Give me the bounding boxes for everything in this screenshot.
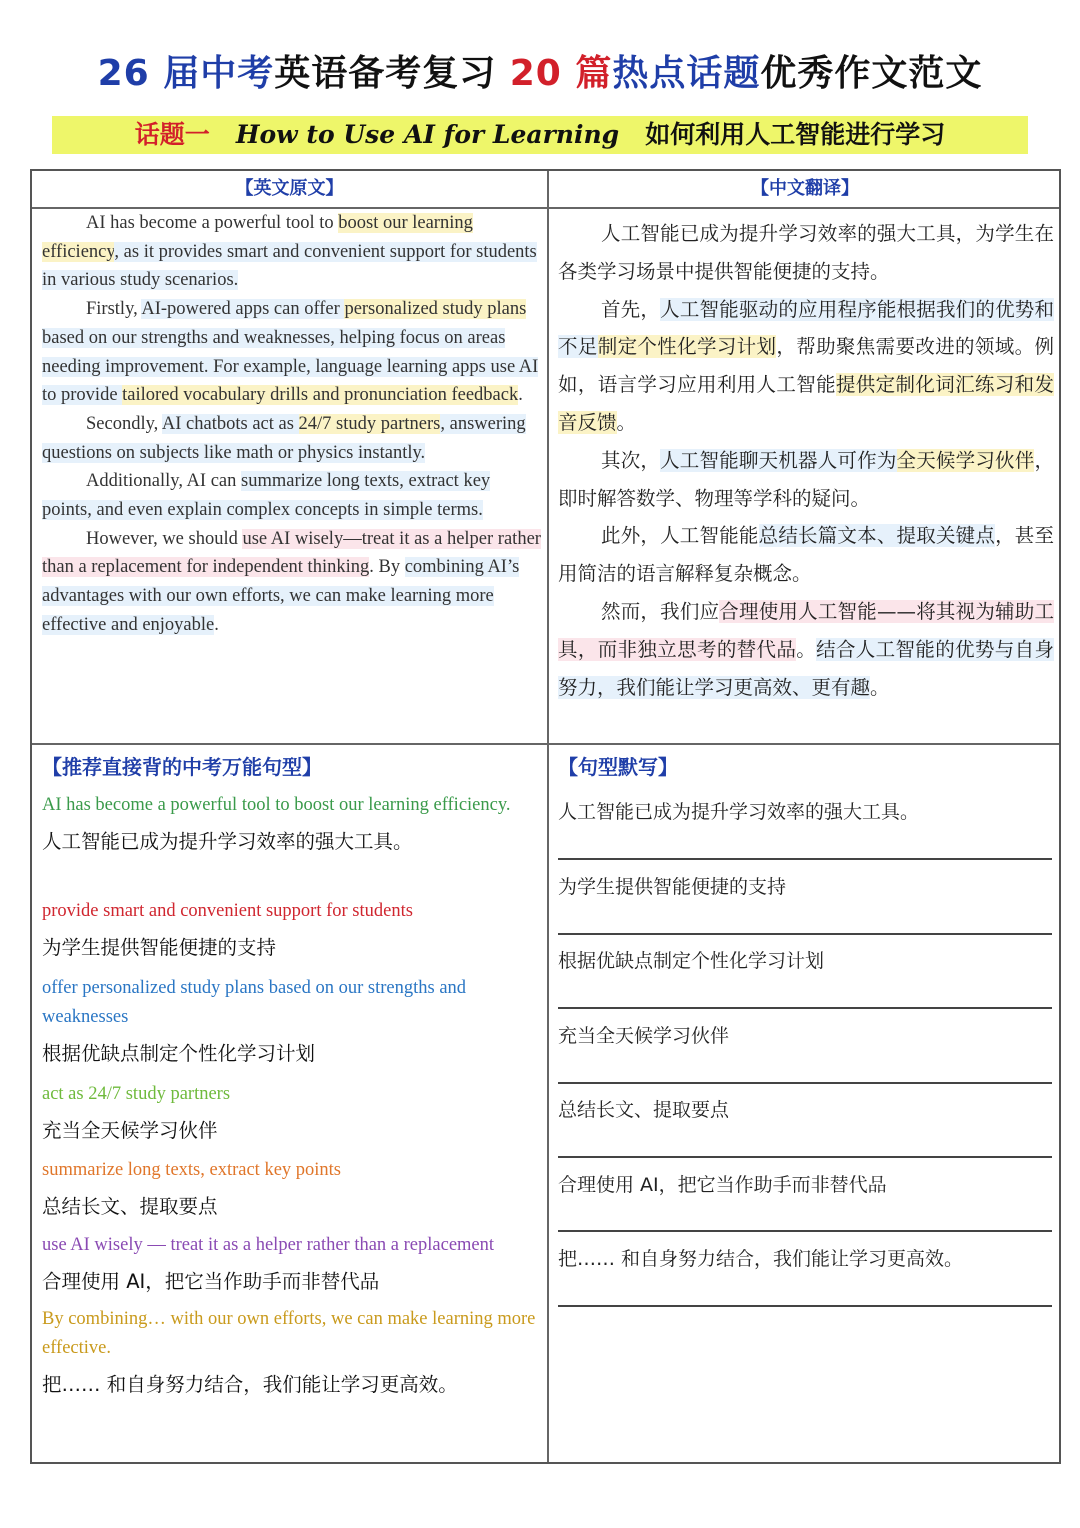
title-part-essays: 优秀作文范文 [760,53,983,94]
dictation-prompt: 为学生提供智能便捷的支持 [558,876,787,898]
english-paragraph: Firstly, AI-powered apps can offer personalized study plans based on our strengths and weaknesses, helping focus on areas needing improvement. For example, language learning apps use AI to provide tailored vocabulary drills and pronunciation feedback. [42,299,539,406]
chinese-paragraph: 其次，人工智能聊天机器人可作为全天候学习伙伴，即时解答数学、物理等学科的疑问。 [558,448,1054,510]
page-title [0,48,1080,100]
pattern-english: provide smart and convenient support for students [42,901,413,921]
title-part-subject: 英语备考复习 [274,53,510,94]
pattern-english: use AI wisely — treat it as a helper rather than a replacement [42,1235,495,1255]
chinese-paragraph: 首先，人工智能驱动的应用程序能根据我们的优势和不足制定个性化学习计划，帮助聚焦需要改进的领域。例如，语言学习应用利用人工智能提供定制化词汇练习和发音反馈。 [558,297,1054,434]
header-english-original: 【英文原文】 [235,178,344,199]
pattern-item [42,1080,537,1145]
dictation-prompt: 充当全天候学习伙伴 [558,1025,730,1047]
title-part-count: 20 篇 [509,53,613,94]
pattern-english: AI has become a powerful tool to boost our learning efficiency. [42,795,511,815]
pattern-item [42,974,537,1068]
chinese-paragraph: 人工智能已成为提升学习效率的强大工具，为学生在各类学习场景中提供智能便捷的支持。 [558,222,1054,283]
dictation-prompt: 合理使用 AI，把它当作助手而非替代品 [558,1174,887,1196]
chinese-passage [558,215,1054,706]
header-chinese-translation: 【中文翻译】 [751,178,859,199]
dictation-prompt: 根据优缺点制定个性化学习计划 [558,950,825,972]
chinese-paragraph: 此外，人工智能能总结长篇文本、提取关键点，甚至用简洁的语言解释复杂概念。 [558,524,1054,586]
pattern-item [42,897,537,962]
dictation-section-title: 【句型默写】 [558,755,678,779]
column-divider [547,171,549,1462]
pattern-chinese: 总结长文、提取要点 [42,1195,218,1218]
dictation-prompt: 把…… 和自身努力结合，我们能让学习更高效。 [558,1248,964,1270]
pattern-item [42,1231,537,1296]
english-paragraph: However, we should use AI wisely—treat it as a helper rather than a replacement for independent thinking. By combining AI’s advantages with our own efforts, we can make learning more effective and enjoyable. [42,528,541,635]
dictation-answer-line[interactable] [558,1156,1052,1158]
dictation-answer-line[interactable] [558,1082,1052,1084]
dictation-answer-line[interactable] [558,1305,1052,1307]
middle-divider [32,743,1059,745]
english-paragraph: AI has become a powerful tool to boost our learning efficiency, as it provides smart and convenient support for students in various study scenarios. [42,213,537,291]
pattern-chinese: 把…… 和自身努力结合，我们能让学习更高效。 [42,1373,458,1396]
title-part-hot: 热点话题 [612,53,761,94]
pattern-item [42,791,537,856]
pattern-chinese: 充当全天候学习伙伴 [42,1119,218,1142]
patterns-section-title: 【推荐直接背的中考万能句型】 [42,755,322,779]
pattern-chinese: 根据优缺点制定个性化学习计划 [42,1042,316,1065]
content-table [30,169,1061,1464]
english-passage [42,209,542,640]
topic-english-title: How to Use AI for Learning [235,120,620,149]
topic-label: 话题一 [134,120,210,149]
pattern-chinese: 合理使用 AI，把它当作助手而非替代品 [42,1270,380,1293]
english-paragraph: Additionally, AI can summarize long texts, extract key points, and even explain complex concepts in simple terms. [42,471,491,521]
dictation-answer-line[interactable] [558,1007,1052,1009]
dictation-answer-line[interactable] [558,933,1052,935]
topic-banner [52,116,1028,154]
pattern-item [42,1156,537,1221]
dictation-answer-line[interactable] [558,858,1052,860]
pattern-english: By combining… with our own efforts, we can make learning more effective. [42,1309,536,1358]
title-part-grade: 26 届中考 [97,53,275,94]
dictation-answer-line[interactable] [558,1230,1052,1232]
pattern-english: summarize long texts, extract key points [42,1160,342,1180]
english-paragraph: Secondly, AI chatbots act as 24/7 study partners, answering questions on subjects like math or physics instantly. [42,413,526,463]
pattern-english: offer personalized study plans based on our strengths and weaknesses [42,978,467,1027]
chinese-paragraph: 然而，我们应合理使用人工智能——将其视为辅助工具，而非独立思考的替代品。结合人工智能的优势与自身努力，我们能让学习更高效、更有趣。 [558,599,1054,699]
pattern-english: act as 24/7 study partners [42,1084,231,1104]
topic-chinese-title: 如何利用人工智能进行学习 [645,120,946,149]
pattern-item [42,1305,537,1399]
dictation-prompt: 人工智能已成为提升学习效率的强大工具。 [558,801,920,823]
dictation-prompt: 总结长文、提取要点 [558,1099,730,1121]
pattern-chinese: 人工智能已成为提升学习效率的强大工具。 [42,830,413,853]
pattern-chinese: 为学生提供智能便捷的支持 [42,936,277,959]
